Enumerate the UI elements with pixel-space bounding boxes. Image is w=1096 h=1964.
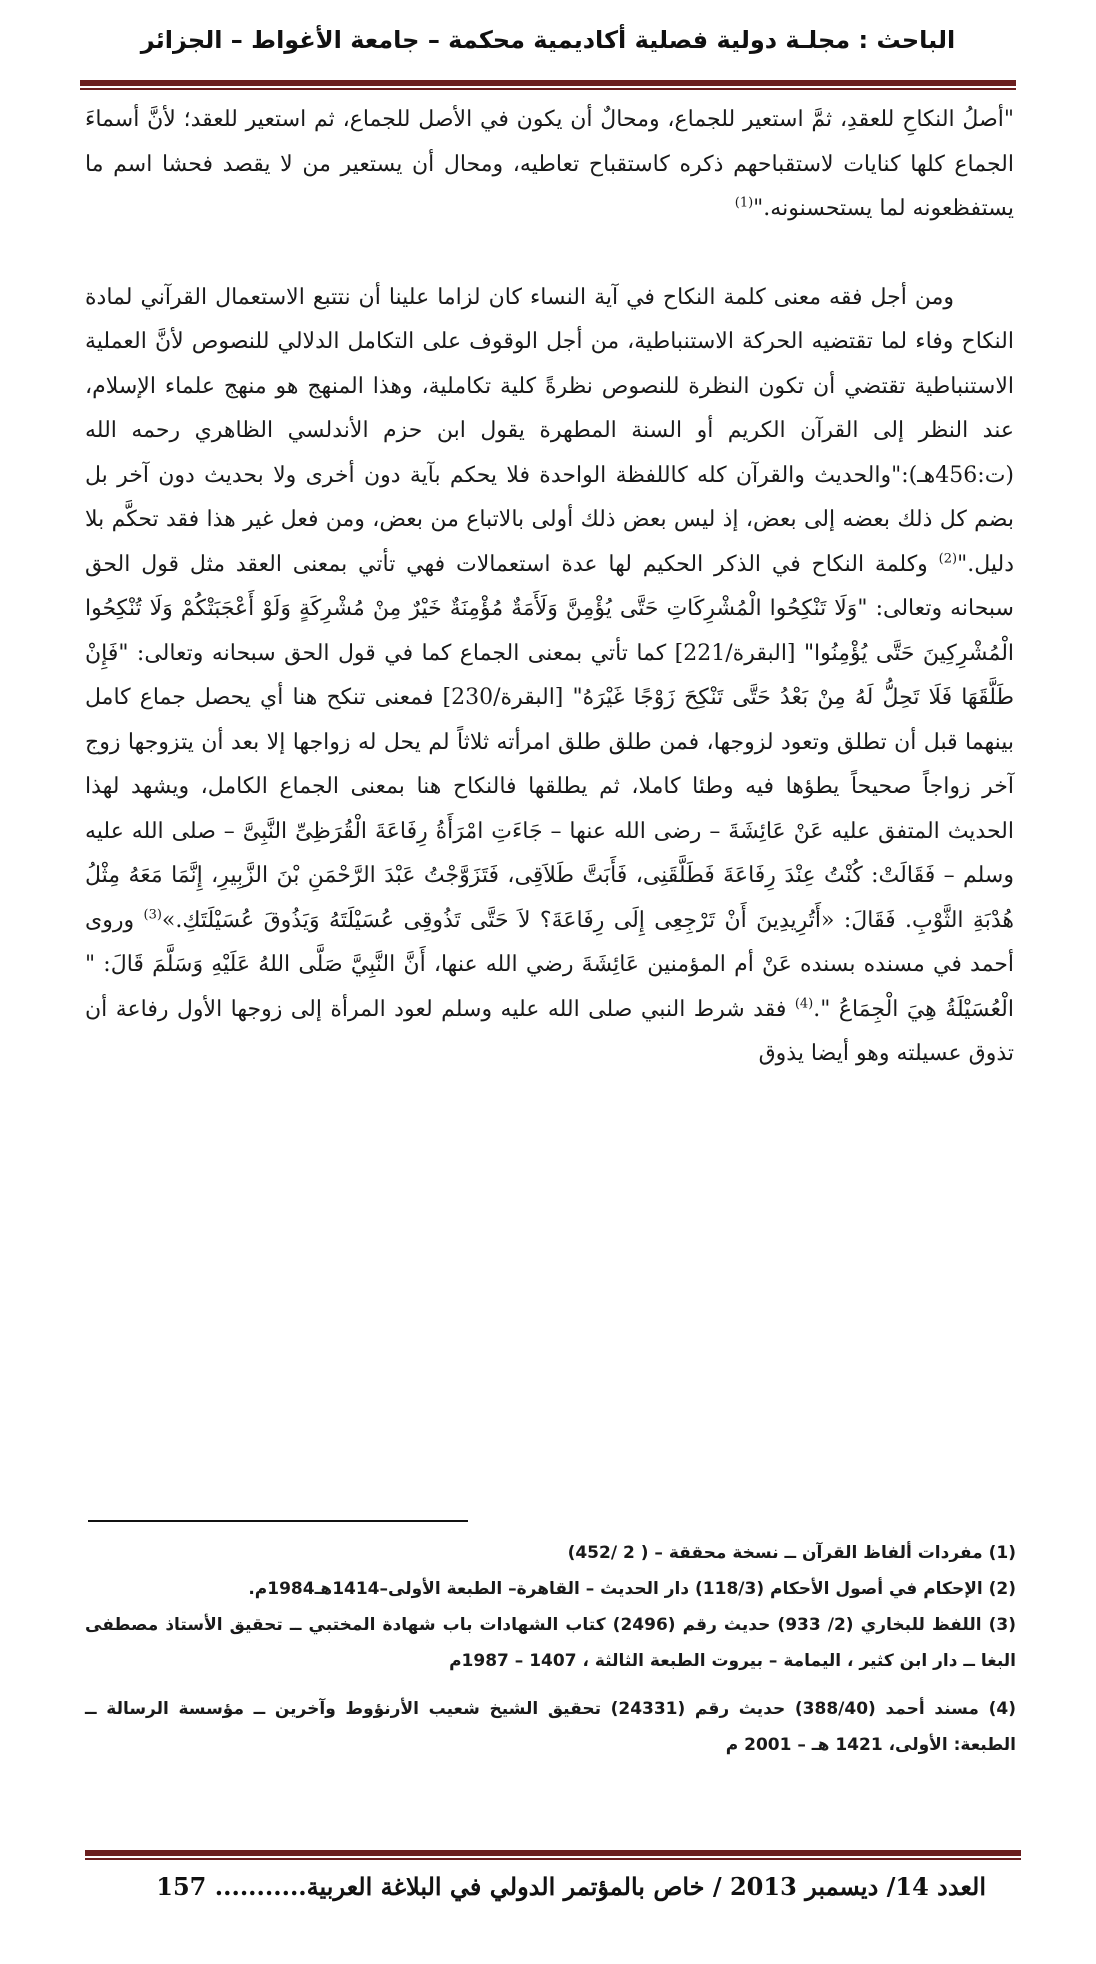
footnote-ref-2[interactable]: (2) bbox=[938, 551, 958, 567]
paragraph-conclusion: فقد شرط النبي صلى الله عليه وسلم لعود المرأة إلى زوجها الأول رفاعة أن تذوق عسيلته وهو أيضا يذوق bbox=[85, 996, 1014, 1066]
footnotes bbox=[85, 1535, 1016, 1763]
footnote-4: (4) مسند أحمد (388/40) حديث رقم (24331) تحقيق الشيخ شعيب الأرنؤوط وآخرين ــ مؤسسة الرسالة ــ الطبعة: الأولى، 1421 هـ – 2001 م bbox=[85, 1699, 1016, 1755]
paragraph-hadith-aisha: فمعنى تنكح هنا أي يحصل جماع كامل بينهما قبل أن تطلق وتعود لزوجها، فمن طلق طلق امرأته ثلاثاً لم يحل له زواجها إلا بعد أن يتزوجها زوج آخر زواجاً صحيحاً يطؤها فيه وطئا كاملا، ثم يطلقها فالنكاح هنا بمعنى الجماع الكامل، ويشهد لهذا الحديث المتفق عليه عَنْ عَائِشَةَ – رضى الله عنها – جَاءَتِ امْرَأَةُ رِفَاعَةَ الْقُرَظِىِّ النَّبِىَّ – صلى الله عليه وسلم – فَقَالَتْ: كُنْتُ عِنْدَ رِفَاعَةَ فَطَلَّقَنِى، فَأَبَتَّ طَلاَقِى، فَتَزَوَّجْتُ عَبْدَ الرَّحْمَنِ بْنَ الزَّبِيرِ، إِنَّمَا مَعَهُ مِثْلُ هُدْبَةِ الثَّوْبِ. فَقَالَ: «أَتُرِيدِينَ أَنْ تَرْجِعِى إِلَى رِفَاعَةَ؟ لاَ حَتَّى تَذُوقِى عُسَيْلَتَهُ وَيَذُوقَ عُسَيْلَتَكِ.» bbox=[85, 685, 1014, 933]
footnote-3: (3) اللفظ للبخاري (2/ 933) حديث رقم (2496) كتاب الشهادات باب شهادة المختبي ــ تحقيق الأستاذ مصطفى البغا ــ دار ابن كثير ، اليمامة – بيروت الطبعة الثالثة ، 1407 – 1987م bbox=[85, 1615, 1016, 1671]
footnote-1: (1) مفردات ألفاظ القرآن ــ نسخة محققة – ( 2 /452) bbox=[567, 1543, 1016, 1563]
quoted-definition bbox=[85, 98, 1014, 232]
article-body bbox=[85, 98, 1014, 1077]
footer-divider-thick bbox=[85, 1850, 1021, 1856]
page-header: الباحث : مجلـة دولية فصلية أكاديمية محكمة – جامعة الأغواط – الجزائر bbox=[140, 26, 956, 54]
main-paragraph bbox=[85, 276, 1014, 1077]
footer-divider bbox=[85, 1850, 1021, 1860]
quran-verse-221: "وَلَا تَنْكِحُوا الْمُشْرِكَاتِ حَتَّى يُؤْمِنَّ وَلَأَمَةٌ مُؤْمِنَةٌ خَيْرٌ مِنْ مُشْرِكَةٍ وَلَوْ أَعْجَبَتْكُمْ وَلَا تُنْكِحُوا الْمُشْرِكِينَ حَتَّى يُؤْمِنُوا" bbox=[85, 596, 1015, 666]
verse-ref-221: [البقرة/221] bbox=[666, 640, 804, 666]
paragraph-nikah-uses: وكلمة النكاح في الذكر الحكيم لها عدة استعمالات فهي تأتي بمعنى العقد مثل قول الحق سبحانه وتعالى: bbox=[85, 551, 1014, 621]
paragraph-musnad-ahmad: وروى أحمد في مسنده بسنده عَنْ أم المؤمنين عَائِشَةَ رضي الله عنها، أَنَّ النَّبِيَّ صَلَّى اللهُ عَلَيْهِ وَسَلَّمَ قَالَ: " الْعُسَيْلَةُ هِيَ الْجِمَاعُ ". bbox=[85, 907, 1014, 1022]
footnote-separator bbox=[88, 1520, 468, 1522]
header-divider bbox=[80, 80, 1016, 90]
quran-verse-230: "فَإِنْ طَلَّقَهَا فَلَا تَحِلُّ لَهُ مِنْ بَعْدُ حَتَّى تَنْكِحَ زَوْجًا غَيْرَهُ" bbox=[85, 640, 1014, 710]
header-divider-thin bbox=[80, 88, 1016, 90]
footnote-2: (2) الإحكام في أصول الأحكام (118/3) دار الحديث – القاهرة– الطبعة الأولى–1414هـ1984م. bbox=[248, 1579, 1016, 1599]
quote-text: "أصلُ النكاحِ للعقدِ، ثمَّ استعير للجماع، ومحالٌ أن يكون في الأصل للجماع، ثم استعير للعقد؛ لأنَّ أسماءَ الجماع كلها كنايات لاستقباحهم ذكره كاستقباح تعاطيه، ومحال أن يستعير من لا يقصد فحشا اسم ما يستفظعونه لما يستحسنونه." bbox=[85, 107, 1014, 221]
paragraph-intro: ومن أجل فقه معنى كلمة النكاح في آية النساء كان لزاما علينا أن نتتبع الاستعمال القرآني لمادة النكاح وفاء لما تقتضيه الحركة الاستنباطية، من أجل الوقوف على التكامل الدلالي للنصوص لأنَّ العملية الاستنباطية تقتضي أن تكون النظرة للنصوص نظرةً كلية تكاملية، وهذا المنهج هو منهج علماء الإسلام، عند النظر إلى القرآن الكريم أو السنة المطهرة يقول ابن حزم الأندلسي الظاهري رحمه الله (ت:456هـ):"والحديث والقرآن كله كاللفظة الواحدة فلا يحكم بآية دون أخرى ولا بحديث دون آخر بل بضم كل ذلك بعضه إلى بعض، إذ ليس بعض ذلك أولى بالاتباع من بعض، ومن فعل غير هذا فقد تحكَّم بلا دليل." bbox=[85, 284, 1014, 577]
verse-ref-230: [البقرة/230] bbox=[433, 685, 573, 710]
footer-divider-thin bbox=[85, 1858, 1021, 1860]
footnote-ref-1[interactable]: (1) bbox=[734, 195, 754, 211]
page-footer: العدد 14/ ديسمبر 2013 / خاص بالمؤتمر الدولي في البلاغة العربية........... 157 bbox=[156, 1872, 986, 1901]
footnote-ref-3[interactable]: (3) bbox=[143, 907, 162, 923]
footnote-ref-4[interactable]: (4) bbox=[794, 996, 814, 1012]
paragraph-jimaa-meaning: كما تأتي بمعنى الجماع كما في قول الحق سبحانه وتعالى: bbox=[128, 640, 667, 666]
header-divider-thick bbox=[80, 80, 1016, 86]
